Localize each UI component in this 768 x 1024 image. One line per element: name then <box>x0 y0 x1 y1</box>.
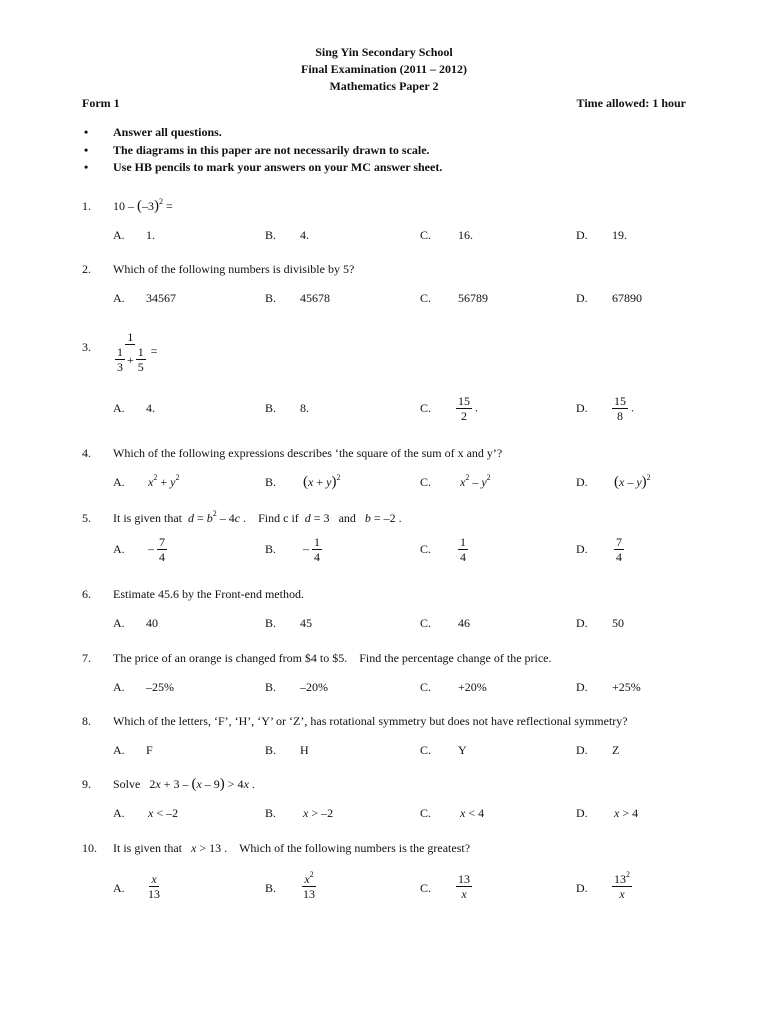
question-text: It is given that $d = b^2 - 4c$ . Find c if d = 3 and b = –2 . <box>113 509 402 525</box>
option-a-label[interactable]: A. <box>113 542 125 556</box>
bullet-icon: • <box>84 160 89 174</box>
option-a[interactable]: F <box>146 743 153 757</box>
question-number: 8. <box>82 714 91 728</box>
school-name: Sing Yin Secondary School <box>315 45 453 59</box>
option-b[interactable]: 45678 <box>300 291 330 305</box>
instruction-text: Answer all questions. <box>113 125 222 139</box>
option-d[interactable]: $\frac{15}{8}$ . <box>614 394 634 423</box>
option-c-label[interactable]: C. <box>420 542 432 556</box>
form-label: Form 1 <box>82 96 120 110</box>
option-c[interactable]: 16. <box>458 228 473 242</box>
option-c-label[interactable]: C. <box>420 228 432 242</box>
option-a-label[interactable]: A. <box>113 291 125 305</box>
instruction-item <box>82 159 442 177</box>
form-row <box>82 96 686 111</box>
option-a[interactable]: $x^2 + y^2$ <box>148 473 180 489</box>
option-a-label[interactable]: A. <box>113 881 125 895</box>
option-b[interactable]: 45 <box>300 616 312 630</box>
question-number: 5. <box>82 511 91 525</box>
option-b-label[interactable]: B. <box>265 680 277 694</box>
option-a[interactable]: –25% <box>146 680 174 694</box>
question-number: 9. <box>82 777 91 791</box>
option-a[interactable]: x < –2 <box>148 806 179 820</box>
instruction-text: Use HB pencils to mark your answers on your MC answer sheet. <box>113 160 443 174</box>
instruction-text: The diagrams in this paper are not necessarily drawn to scale. <box>113 142 430 157</box>
time-allowed: Time allowed: 1 hour <box>576 96 686 110</box>
option-b[interactable]: – $\frac{1}{4}$ <box>303 535 320 564</box>
option-c-label[interactable]: C. <box>420 616 432 630</box>
question-text: Estimate 45.6 by the Front-end method. <box>113 587 304 601</box>
option-a[interactable]: $\frac{x}{13}$ <box>148 872 160 901</box>
option-d-label[interactable]: D. <box>576 401 588 415</box>
instruction-item <box>82 124 442 142</box>
option-a-label[interactable]: A. <box>113 680 125 694</box>
option-a[interactable]: 40 <box>146 616 158 630</box>
question-number: 4. <box>82 446 91 460</box>
option-d-label[interactable]: D. <box>576 806 588 820</box>
option-a[interactable]: – $\frac{7}{4}$ <box>148 535 165 564</box>
question-expression: $10 - (-3)^2$ = <box>113 197 173 214</box>
option-b-label[interactable]: B. <box>265 475 277 489</box>
question-text: It is given that x > 13 . Which of the following numbers is the greatest? <box>113 841 471 855</box>
option-a[interactable]: 1. <box>146 228 155 242</box>
option-a-label[interactable]: A. <box>113 616 125 630</box>
bullet-icon: • <box>84 125 89 139</box>
option-b[interactable]: $(x + y)^2$ <box>303 473 341 490</box>
option-c[interactable]: x < 4 <box>460 806 485 820</box>
instruction-item <box>82 142 442 160</box>
option-b[interactable]: $\frac{x^2}{13}$ <box>303 870 315 901</box>
option-c-label[interactable]: C. <box>420 680 432 694</box>
option-b[interactable]: x > –2 <box>303 806 334 820</box>
option-c[interactable]: +20% <box>458 680 487 694</box>
option-d-label[interactable]: D. <box>576 743 588 757</box>
question-text: Which of the following numbers is divisible by 5? <box>113 262 355 276</box>
option-b[interactable]: 4. <box>300 228 309 242</box>
option-d[interactable]: 19. <box>612 228 627 242</box>
option-d-label[interactable]: D. <box>576 616 588 630</box>
option-c[interactable]: Y <box>458 743 467 757</box>
bullet-icon: • <box>84 142 89 157</box>
option-c[interactable]: $\frac{15}{2}$ . <box>458 394 478 423</box>
option-d-label[interactable]: D. <box>576 542 588 556</box>
option-a-label[interactable]: A. <box>113 475 125 489</box>
exam-title: Final Examination (2011 – 2012) <box>300 62 467 76</box>
option-c[interactable]: 56789 <box>458 291 488 305</box>
question-number: 10. <box>82 841 97 855</box>
option-b-label[interactable]: B. <box>265 291 277 305</box>
option-c[interactable]: $\frac{1}{4}$ <box>460 535 466 564</box>
option-d-label[interactable]: D. <box>576 291 588 305</box>
option-d[interactable]: Z <box>612 743 620 757</box>
option-d[interactable]: (x – y)$^2$ <box>614 473 651 490</box>
option-a[interactable]: 34567 <box>146 291 176 305</box>
option-d[interactable]: 50 <box>612 616 624 630</box>
option-a-label[interactable]: A. <box>113 228 125 242</box>
question-number: 6. <box>82 587 91 601</box>
instructions-list <box>82 124 442 177</box>
question-text: The price of an orange is changed from $4 to $5. Find the percentage change of the price. <box>113 651 552 665</box>
option-d-label[interactable]: D. <box>576 228 588 242</box>
option-b[interactable]: H <box>300 743 309 757</box>
question-number: 3. <box>82 340 91 354</box>
option-b[interactable]: –20% <box>300 680 328 694</box>
option-d[interactable]: 67890 <box>612 291 642 305</box>
option-a[interactable]: 4. <box>146 401 155 415</box>
option-d[interactable]: x > 4 <box>614 806 639 820</box>
exam-header <box>0 44 768 95</box>
option-c-label[interactable]: C. <box>420 743 432 757</box>
option-c-label[interactable]: C. <box>420 401 432 415</box>
option-d[interactable]: $\frac{13^2}{x}$ <box>614 870 630 901</box>
question-text: Solve 2x + 3 – (x – 9) > 4x . <box>113 776 255 792</box>
option-d-label[interactable]: D. <box>576 881 588 895</box>
option-b-label[interactable]: B. <box>265 616 277 630</box>
option-d-label[interactable]: D. <box>576 475 588 489</box>
question-number: 2. <box>82 262 91 276</box>
question-number: 7. <box>82 651 91 665</box>
option-c-label[interactable]: C. <box>420 806 432 820</box>
option-c-label[interactable]: C. <box>420 291 432 305</box>
question-text: Which of the letters, ‘F’, ‘H’, ‘Y’ or ‘Z’, has rotational symmetry but does not have reflectional symmetry? <box>113 714 628 728</box>
option-d[interactable]: $\frac{7}{4}$ <box>616 535 622 564</box>
option-a-label[interactable]: A. <box>113 401 125 415</box>
option-c[interactable]: $x^2 - y^2$ <box>460 473 491 489</box>
option-a-label[interactable]: A. <box>113 806 125 820</box>
option-b-label[interactable]: B. <box>265 542 277 556</box>
question-expression: 1 $\frac{1}{3}$ + $\frac{1}{5}$ = <box>113 330 158 374</box>
option-b[interactable]: 8. <box>300 401 309 415</box>
option-c[interactable]: 46 <box>458 616 470 630</box>
option-b-label[interactable]: B. <box>265 806 277 820</box>
option-d[interactable]: +25% <box>612 680 641 694</box>
question-text: Which of the following expressions describes ‘the square of the sum of x and y’? <box>113 446 503 460</box>
option-c-label[interactable]: C. <box>420 475 432 489</box>
option-c-label[interactable]: C. <box>420 881 432 895</box>
paper-title: Mathematics Paper 2 <box>329 79 439 93</box>
option-b-label[interactable]: B. <box>265 743 277 757</box>
option-d-label[interactable]: D. <box>576 680 588 694</box>
question-number: 1. <box>82 199 91 213</box>
option-c[interactable]: $\frac{13}{x}$ <box>458 872 470 901</box>
option-b-label[interactable]: B. <box>265 401 277 415</box>
option-a-label[interactable]: A. <box>113 743 125 757</box>
option-b-label[interactable]: B. <box>265 881 277 895</box>
complex-fraction: 1 $\frac{1}{3}$ + $\frac{1}{5}$ <box>117 330 144 374</box>
option-b-label[interactable]: B. <box>265 228 277 242</box>
